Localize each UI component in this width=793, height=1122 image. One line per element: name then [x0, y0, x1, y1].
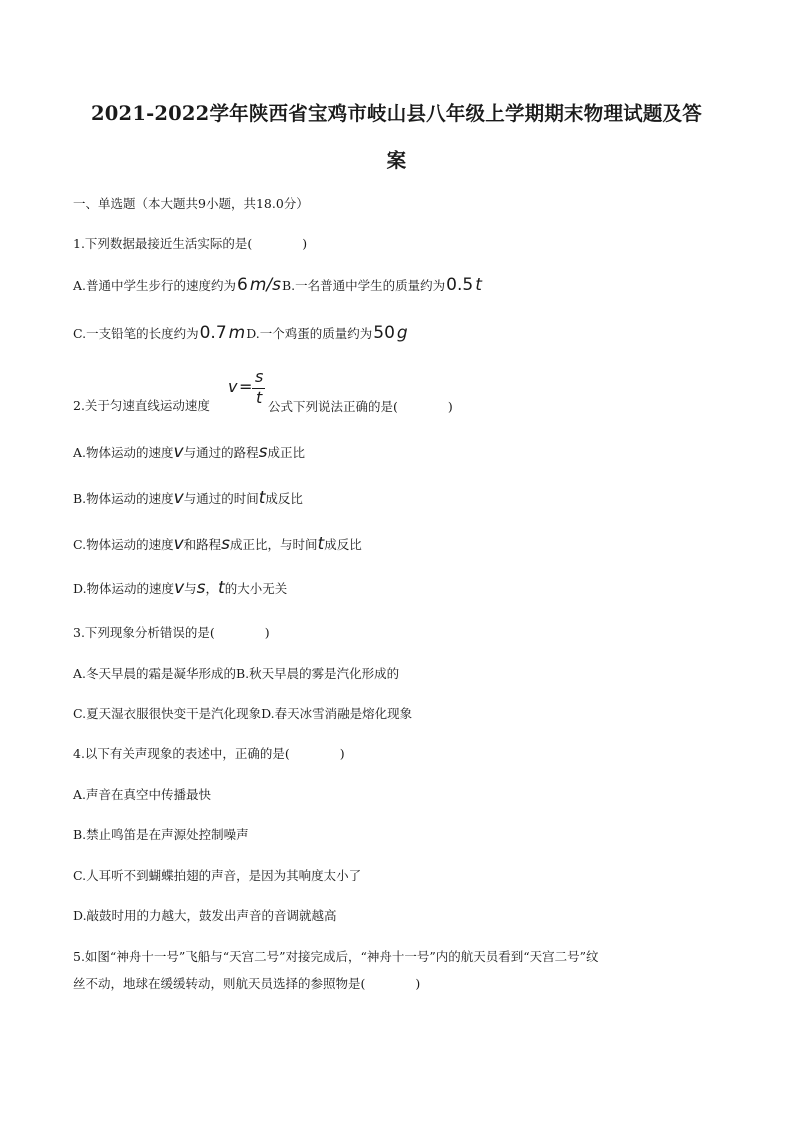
- q2-b-symbol-v: v: [173, 488, 184, 508]
- q2-c-symbol-v: v: [173, 534, 184, 554]
- q1-option-c-unit: m: [228, 323, 246, 343]
- q2-a-symbol-s: s: [258, 442, 268, 462]
- formula-equals: =: [239, 377, 253, 396]
- question-1-options-cd: [73, 323, 409, 343]
- q1-option-a-number: 6: [237, 275, 248, 295]
- q2-a-text-3: 成正比: [267, 445, 305, 460]
- q1-option-b-text: B.一名普通中学生的质量约为: [282, 278, 446, 293]
- question-2-stem-start: 2.关于匀速直线运动速度: [73, 398, 210, 413]
- q1-option-a-unit: m/s: [249, 275, 281, 295]
- formula-denominator: t: [256, 388, 263, 407]
- q2-d-text-4: 的大小无关: [224, 581, 288, 596]
- page-title-continued: 案: [386, 149, 407, 172]
- section-heading: 一、单选题（本大题共9小题，共18.0分）: [73, 196, 309, 211]
- question-4-option-d: D.敲鼓时用的力越大，鼓发出声音的音调就越高: [73, 908, 337, 923]
- question-1-stem: 1.下列数据最接近生活实际的是( ): [73, 236, 308, 251]
- q2-c-text-1: C.物体运动的速度: [73, 537, 174, 552]
- formula-numerator: s: [255, 367, 264, 386]
- question-1-options-ab: [73, 275, 483, 295]
- q2-d-text-1: D.物体运动的速度: [73, 581, 175, 596]
- q2-c-text-2: 和路程: [183, 537, 222, 552]
- question-4-option-a: A.声音在真空中传播最快: [73, 787, 212, 802]
- page-title: 2021-2022学年陕西省宝鸡市岐山县八年级上学期期末物理试题及答: [91, 102, 702, 125]
- q2-d-symbol-v: v: [174, 578, 185, 598]
- q2-c-symbol-t: t: [317, 534, 325, 554]
- q2-d-text-3: ，: [205, 581, 219, 596]
- q2-d-text-2: 与: [184, 581, 197, 596]
- q2-c-text-4: 成反比: [324, 537, 362, 552]
- question-5-stem-line-1: 5.如图“神舟十一号”飞船与“天宫二号”对接完成后，“神舟十一号”内的航天员看到“天宫二号”纹: [73, 949, 599, 964]
- q2-a-text-2: 与通过的路程: [183, 445, 259, 460]
- question-2-stem-end: 公式下列说法正确的是( ): [268, 399, 453, 414]
- question-4-option-b: B.禁止鸣笛是在声源处控制噪声: [73, 827, 249, 842]
- q1-option-a-text: A.普通中学生步行的速度约为: [73, 278, 237, 293]
- q2-a-symbol-v: v: [173, 442, 184, 462]
- q2-b-text-1: B.物体运动的速度: [73, 491, 174, 506]
- question-3-stem: 3.下列现象分析错误的是( ): [73, 625, 270, 640]
- q1-option-c-number: 0.7: [199, 323, 227, 343]
- formula-v: v: [228, 377, 238, 396]
- q2-b-symbol-t: t: [258, 488, 266, 508]
- question-2-option-a: [73, 442, 305, 462]
- question-4-option-c: C.人耳听不到蝴蝶拍翅的声音，是因为其响度太小了: [73, 868, 362, 883]
- q1-option-d-text: D.一个鸡蛋的质量约为: [246, 326, 373, 341]
- q2-b-text-2: 与通过的时间: [183, 491, 259, 506]
- q1-option-b-unit: t: [475, 275, 482, 295]
- q1-option-b-number: 0.5: [446, 275, 474, 295]
- question-2-option-c: [73, 534, 362, 554]
- question-4-stem: 4.以下有关声现象的表述中，正确的是( ): [73, 746, 345, 761]
- q2-a-text-1: A.物体运动的速度: [73, 445, 174, 460]
- q2-c-symbol-s: s: [221, 534, 231, 554]
- question-2-option-b: [73, 488, 303, 508]
- q1-option-d-number: 50: [373, 323, 395, 343]
- q1-option-d-unit: g: [396, 323, 408, 343]
- question-3-options-ab: A.冬天早晨的霜是凝华形成的B.秋天早晨的雾是汽化形成的: [73, 666, 400, 681]
- q2-c-text-3: 成正比，与时间: [230, 537, 318, 552]
- question-2-option-d: [73, 578, 287, 598]
- question-3-options-cd: C.夏天湿衣服很快变干是汽化现象D.春天冰雪消融是熔化现象: [73, 706, 413, 721]
- question-5-stem-line-2: 丝不动，地球在缓缓转动，则航天员选择的参照物是( ): [73, 976, 421, 991]
- q1-option-c-text: C.一支铅笔的长度约为: [73, 326, 199, 341]
- q2-d-symbol-t: t: [218, 578, 225, 598]
- velocity-formula: [228, 368, 264, 408]
- q2-d-symbol-s: s: [196, 578, 206, 598]
- q2-b-text-3: 成反比: [265, 491, 303, 506]
